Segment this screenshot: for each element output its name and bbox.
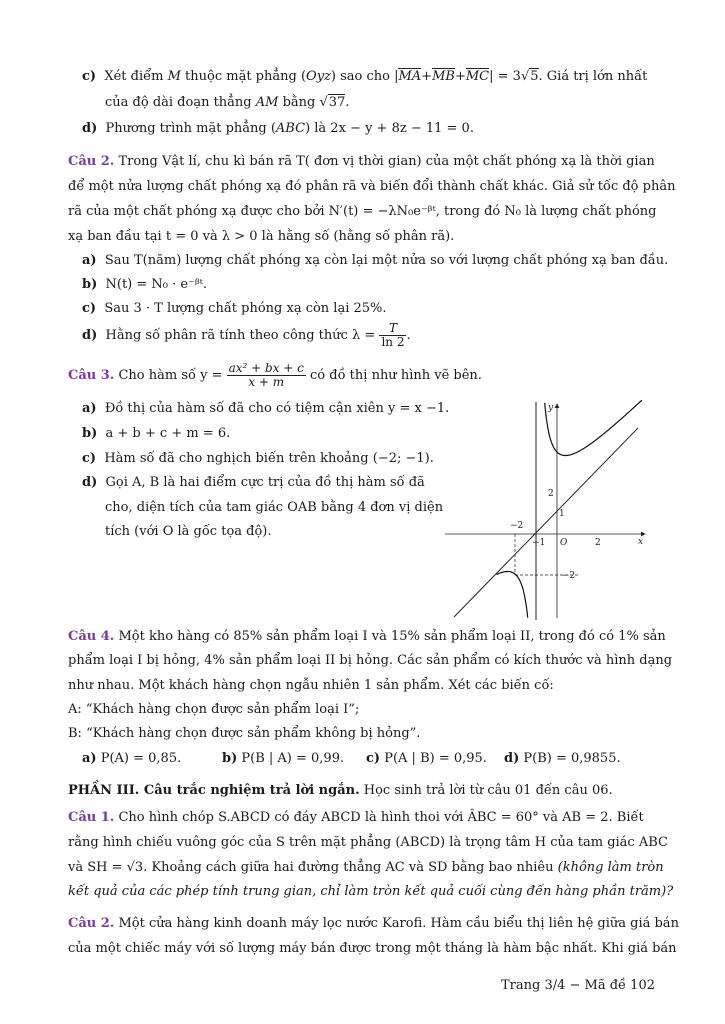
plus-sign: + xyxy=(421,69,433,84)
origin-label: O xyxy=(560,538,568,548)
y-axis-label: y xyxy=(548,403,554,413)
q4-c-text: P(A | B) = 0,95. xyxy=(384,751,487,766)
q4-a-text: P(A) = 0,85. xyxy=(100,751,182,766)
q3-function-graph xyxy=(440,398,660,623)
graph-branch-right xyxy=(545,400,642,455)
q3-intro-text: có đồ thị như hình vẽ bên. xyxy=(310,368,482,383)
p3q1-line4: kết quả của các phép tính trung gian, chỉ làm tròn kết quả cuối cùng đến hàng phần trăm)? xyxy=(68,884,674,899)
tick-y-1: 1 xyxy=(559,509,565,519)
q1-option-c-line1: c) Xét điểm M thuộc mặt phẳng (Oyz) sao cho |MA+MB+MC| = 3√5. Giá trị lớn nhất xyxy=(82,69,648,84)
q1-d-text-part: Phương trình mặt phẳng ( xyxy=(105,121,276,136)
q1-option-c-line2: của độ dài đoạn thẳng AM bằng √37. xyxy=(105,95,350,110)
q4-line2: phẩm loại I bị hỏng, 4% sản phẩm loại II bị hỏng. Các sản phẩm có kích thước và hình dạng xyxy=(68,653,673,668)
q3-c-text: Hàm số đã cho nghịch biến trên khoảng (−2; −1). xyxy=(104,451,434,466)
sqrt-37: 37 xyxy=(328,95,346,110)
page-footer: Trang 3/4 − Mã đề 102 xyxy=(500,978,655,993)
q4-option-b xyxy=(222,750,344,768)
q4-heading: Câu 4. xyxy=(68,629,115,644)
graph-branch-left xyxy=(497,572,528,618)
q2-text: Trong Vật lí, chu kì bán rã T( đơn vị thời gian) của một chất phóng xạ là thời gian xyxy=(118,154,655,169)
q2-line2: để một nửa lượng chất phóng xạ đó phân rã và biến đổi thành chất khác. Giả sử tốc độ phân xyxy=(68,179,676,194)
x-axis-label: x xyxy=(638,537,644,547)
fraction-numerator: ax² + bx + c xyxy=(228,361,304,375)
q2-b-text: N(t) = N₀ · e⁻ᵝᵗ. xyxy=(105,277,208,292)
q1-d-label: d) xyxy=(82,121,98,136)
tick-y-neg2: −2 xyxy=(562,571,576,581)
q1-c-text-part: bằng xyxy=(278,95,320,110)
part3-instruction: Học sinh trả lời từ câu 01 đến câu 06. xyxy=(363,783,613,798)
tick-x-neg2: −2 xyxy=(510,521,524,531)
fraction-denominator: ln 2 xyxy=(381,335,405,349)
q4-d-text: P(B) = 0,9855. xyxy=(523,751,621,766)
vector-MB: MB xyxy=(432,69,455,84)
q3-a-label: a) xyxy=(82,401,97,416)
q2-heading: Câu 2. xyxy=(68,154,115,169)
tick-x-neg1: −1 xyxy=(532,538,546,548)
q3-option-d-line2: cho, diện tích của tam giác OAB bằng 4 đơn vị diện xyxy=(105,500,444,515)
tick-x-2: 2 xyxy=(595,538,601,548)
q4-c-label: c) xyxy=(366,751,381,766)
p3q1-heading: Câu 1. xyxy=(68,810,115,825)
p3q1-line3 xyxy=(68,859,664,877)
q4-option-d xyxy=(504,750,621,768)
q1-c-text-part: thuộc mặt phẳng ( xyxy=(180,69,307,84)
q2-d-label: d) xyxy=(82,328,98,343)
q2-d-end: . xyxy=(406,328,411,343)
plus-sign: + xyxy=(454,69,466,84)
plane-ABC: ABC xyxy=(275,121,306,136)
fraction-numerator: T xyxy=(379,322,406,336)
p3q1-text: Cho hình chóp S.ABCD có đáy ABCD là hình thoi với ÂBC = 60° và AB = 2. Biết xyxy=(118,810,644,825)
q3-b-label: b) xyxy=(82,426,98,441)
q2-option-b xyxy=(82,276,207,294)
p3q2-text: Một cửa hàng kinh doanh máy lọc nước Karofi. Hàm cầu biểu thị liên hệ giữa giá bán xyxy=(118,916,679,931)
q2-c-label: c) xyxy=(82,301,97,316)
q1-c-plane-oyz: Oyz xyxy=(306,69,331,84)
q2-b-label: b) xyxy=(82,277,98,292)
q2-line4: xạ ban đầu tại t = 0 và λ > 0 là hằng số (hằng số phân rã). xyxy=(68,229,455,244)
q1-c-text-part: của độ dài đoạn thẳng xyxy=(105,95,256,110)
q3-c-label: c) xyxy=(82,451,97,466)
q3-function-fraction xyxy=(227,362,306,389)
q2-line3: rã của một chất phóng xạ được cho bởi N′(t) = −λN₀e⁻ᵝᵗ, trong đó N₀ là lượng chất phóng xyxy=(68,204,657,219)
q3-d-label: d) xyxy=(82,475,98,490)
q3-option-d-line3: tích (với O là gốc tọa độ). xyxy=(105,524,272,539)
q2-c-text: Sau 3 · T lượng chất phóng xạ còn lại 25%. xyxy=(104,301,387,316)
q3-b-text: a + b + c + m = 6. xyxy=(105,426,231,441)
q2-d-text: Hằng số phân rã tính theo công thức λ = xyxy=(105,328,376,343)
q1-c-text-part: Xét điểm xyxy=(104,69,168,84)
part3-title: PHẦN III. Câu trắc nghiệm trả lời ngắn. xyxy=(68,783,360,798)
q1-d-text-part: ) là 2x − y + 8z − 11 = 0. xyxy=(305,121,474,136)
q4-text: Một kho hàng có 85% sản phẩm loại I và 15% sản phẩm loại II, trong đó có 1% sản xyxy=(118,629,666,644)
p3q1-line1 xyxy=(68,809,644,827)
fraction-T-over-ln2 xyxy=(379,322,406,349)
q4-b-label: b) xyxy=(222,751,238,766)
q4-options xyxy=(82,750,181,768)
oblique-asymptote xyxy=(454,428,638,617)
q4-option-c xyxy=(366,750,487,768)
q1-option-d xyxy=(82,120,474,138)
q3-option-d-line1 xyxy=(82,474,425,492)
q3-d-text: Gọi A, B là hai điểm cực trị của đồ thị hàm số đã xyxy=(105,475,425,490)
q1-c-text-part: . xyxy=(345,95,350,110)
q2-option-a xyxy=(82,252,668,270)
part3-header xyxy=(68,782,613,800)
q4-event-A: A: “Khách hàng chọn được sản phẩm loại I”; xyxy=(68,702,360,717)
p3q2-line2: của một chiếc máy với số lượng máy bán được trong một tháng là hàm bậc nhất. Khi giá bán xyxy=(68,941,677,956)
q3-intro-text: Cho hàm số y = xyxy=(118,368,223,383)
q4-event-B: B: “Khách hàng chọn được sản phẩm không bị hỏng”. xyxy=(68,726,421,741)
p3q2-heading: Câu 2. xyxy=(68,916,115,931)
p3q1-text: và SH = √3. Khoảng cách giữa hai đường thẳng AC và SD bằng bao nhiêu xyxy=(68,860,554,875)
q1-c-text-part: ) sao cho | xyxy=(330,69,399,84)
q3-option-b xyxy=(82,425,230,443)
q2-option-d xyxy=(82,322,411,349)
q4-b-text: P(B | A) = 0,99. xyxy=(241,751,345,766)
fraction-denominator: x + m xyxy=(248,375,285,389)
q1-c-text-part: . Giá trị lớn nhất xyxy=(538,69,648,84)
q1-c-label: c) xyxy=(82,69,97,84)
p3q2-line1 xyxy=(68,915,679,933)
q1-c-text-part: | = 3 xyxy=(489,69,521,84)
p3q1-note: (không làm tròn xyxy=(557,860,664,875)
q3-option-a xyxy=(82,400,449,418)
sqrt-5: 5 xyxy=(530,69,539,84)
p3q1-line2: rằng hình chiếu vuông góc của S trên mặt phẳng (ABCD) là trọng tâm H của tam giác ABC xyxy=(68,835,668,850)
q2-a-text: Sau T(năm) lượng chất phóng xạ còn lại một nửa so với lượng chất phóng xạ ban đầu. xyxy=(104,253,669,268)
vector-MA: MA xyxy=(398,69,422,84)
q1-c-point-M: M xyxy=(167,69,181,84)
q3-intro xyxy=(68,362,482,390)
q3-option-c xyxy=(82,450,434,468)
vector-MC: MC xyxy=(465,69,490,84)
q4-a-label: a) xyxy=(82,751,97,766)
q4-d-label: d) xyxy=(504,751,520,766)
tick-y-2: 2 xyxy=(548,489,554,499)
q4-line3: như nhau. Một khách hàng chọn ngẫu nhiên 1 sản phẩm. Xét các biến cố: xyxy=(68,678,554,693)
q2-a-label: a) xyxy=(82,253,97,268)
q2-option-c xyxy=(82,300,387,318)
q3-heading: Câu 3. xyxy=(68,368,115,383)
q2-line1 xyxy=(68,153,655,171)
q3-a-text: Đồ thị của hàm số đã cho có tiệm cận xiên y = x −1. xyxy=(104,401,450,416)
q4-line1 xyxy=(68,628,666,646)
segment-AM: AM xyxy=(255,95,279,110)
